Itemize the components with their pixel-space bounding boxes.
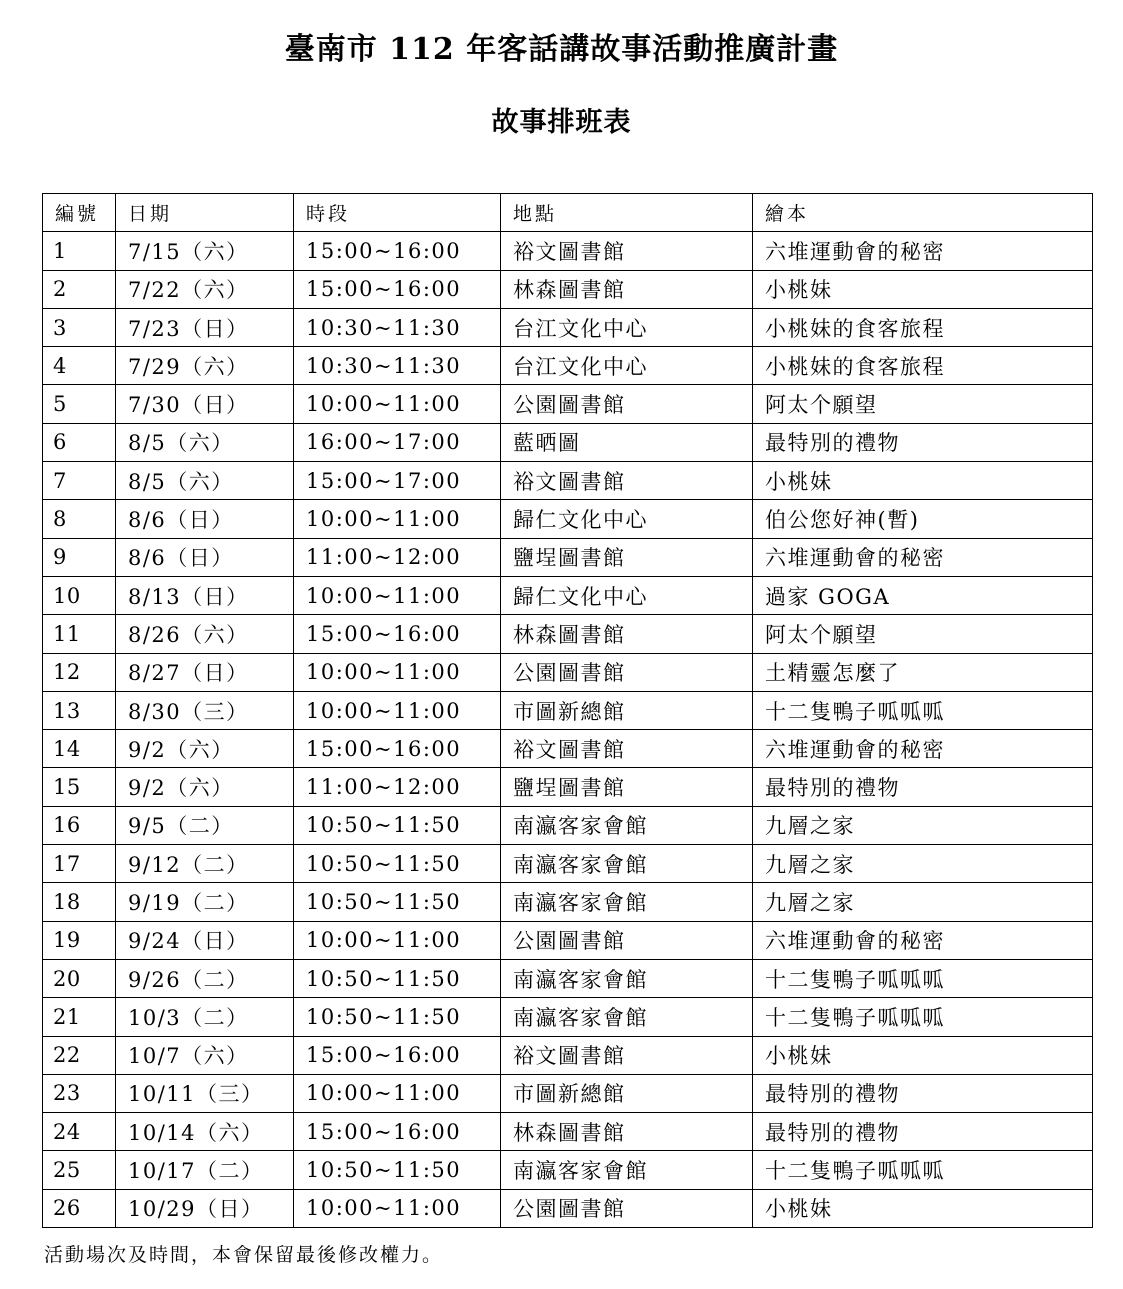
table-row: [43, 921, 1093, 959]
table-row: [43, 1151, 1093, 1189]
table-row: [43, 347, 1093, 385]
cell-picture-book: 小桃妹: [753, 1036, 1093, 1074]
cell-date: 9/19（二）: [116, 883, 294, 921]
cell-time: 10:50~11:50: [294, 1151, 501, 1189]
cell-time: 10:00~11:00: [294, 691, 501, 729]
table-row: [43, 576, 1093, 614]
header-picture-book: 繪本: [753, 194, 1093, 232]
cell-location: 台江文化中心: [501, 347, 753, 385]
cell-number: 12: [43, 653, 116, 691]
cell-date: 9/2（六）: [116, 768, 294, 806]
cell-location: 林森圖書館: [501, 615, 753, 653]
cell-number: 13: [43, 691, 116, 729]
table-row: [43, 653, 1093, 691]
cell-picture-book: 最特別的禮物: [753, 768, 1093, 806]
cell-date: 8/30（三）: [116, 691, 294, 729]
cell-number: 24: [43, 1113, 116, 1151]
cell-location: 歸仁文化中心: [501, 500, 753, 538]
cell-picture-book: 最特別的禮物: [753, 423, 1093, 461]
document-subtitle: 故事排班表: [491, 107, 632, 138]
cell-date: 8/5（六）: [116, 462, 294, 500]
cell-number: 14: [43, 730, 116, 768]
cell-location: 裕文圖書館: [501, 730, 753, 768]
cell-location: 公園圖書館: [501, 385, 753, 423]
cell-picture-book: 小桃妹: [753, 462, 1093, 500]
table-header-row: [43, 194, 1093, 232]
cell-time: 10:50~11:50: [294, 806, 501, 844]
cell-number: 19: [43, 921, 116, 959]
table-row: [43, 959, 1093, 997]
cell-time: 10:00~11:00: [294, 653, 501, 691]
cell-time: 10:00~11:00: [294, 1074, 501, 1112]
cell-picture-book: 十二隻鴨子呱呱呱: [753, 1151, 1093, 1189]
cell-number: 17: [43, 845, 116, 883]
cell-date: 8/6（日）: [116, 538, 294, 576]
cell-location: 台江文化中心: [501, 308, 753, 346]
cell-date: 8/13（日）: [116, 576, 294, 614]
cell-number: 9: [43, 538, 116, 576]
cell-picture-book: 十二隻鴨子呱呱呱: [753, 998, 1093, 1036]
cell-time: 15:00~16:00: [294, 1036, 501, 1074]
cell-number: 3: [43, 308, 116, 346]
cell-picture-book: 小桃妹的食客旅程: [753, 308, 1093, 346]
table-row: [43, 845, 1093, 883]
cell-date: 8/26（六）: [116, 615, 294, 653]
cell-date: 7/29（六）: [116, 347, 294, 385]
cell-date: 8/6（日）: [116, 500, 294, 538]
table-row: [43, 462, 1093, 500]
cell-date: 7/22（六）: [116, 270, 294, 308]
cell-picture-book: 九層之家: [753, 883, 1093, 921]
cell-time: 10:30~11:30: [294, 347, 501, 385]
cell-number: 8: [43, 500, 116, 538]
cell-location: 林森圖書館: [501, 270, 753, 308]
table-row: [43, 768, 1093, 806]
cell-number: 25: [43, 1151, 116, 1189]
cell-location: 南瀛客家會館: [501, 1151, 753, 1189]
table-row: [43, 806, 1093, 844]
cell-picture-book: 阿太个願望: [753, 615, 1093, 653]
cell-date: 10/7（六）: [116, 1036, 294, 1074]
cell-time: 10:00~11:00: [294, 576, 501, 614]
cell-time: 10:00~11:00: [294, 385, 501, 423]
cell-location: 南瀛客家會館: [501, 806, 753, 844]
cell-location: 南瀛客家會館: [501, 998, 753, 1036]
cell-number: 6: [43, 423, 116, 461]
header-location: 地點: [501, 194, 753, 232]
header-time: 時段: [294, 194, 501, 232]
cell-date: 7/23（日）: [116, 308, 294, 346]
cell-time: 10:00~11:00: [294, 1189, 501, 1227]
cell-picture-book: 小桃妹: [753, 270, 1093, 308]
cell-picture-book: 小桃妹: [753, 1189, 1093, 1227]
cell-date: 9/24（日）: [116, 921, 294, 959]
cell-date: 7/30（日）: [116, 385, 294, 423]
cell-number: 10: [43, 576, 116, 614]
header-number: 編號: [43, 194, 116, 232]
cell-picture-book: 六堆運動會的秘密: [753, 921, 1093, 959]
cell-picture-book: 阿太个願望: [753, 385, 1093, 423]
cell-time: 15:00~16:00: [294, 615, 501, 653]
cell-picture-book: 九層之家: [753, 845, 1093, 883]
cell-location: 公園圖書館: [501, 653, 753, 691]
cell-location: 裕文圖書館: [501, 232, 753, 270]
cell-picture-book: 九層之家: [753, 806, 1093, 844]
cell-location: 公園圖書館: [501, 1189, 753, 1227]
cell-time: 15:00~16:00: [294, 730, 501, 768]
cell-number: 5: [43, 385, 116, 423]
cell-time: 16:00~17:00: [294, 423, 501, 461]
cell-number: 2: [43, 270, 116, 308]
table-row: [43, 730, 1093, 768]
table-row: [43, 308, 1093, 346]
cell-location: 鹽埕圖書館: [501, 768, 753, 806]
cell-date: 8/5（六）: [116, 423, 294, 461]
header-date: 日期: [116, 194, 294, 232]
table-row: [43, 1113, 1093, 1151]
cell-location: 公園圖書館: [501, 921, 753, 959]
cell-location: 南瀛客家會館: [501, 845, 753, 883]
table-row: [43, 500, 1093, 538]
cell-location: 歸仁文化中心: [501, 576, 753, 614]
cell-picture-book: 過家 GOGA: [753, 576, 1093, 614]
cell-date: 7/15（六）: [116, 232, 294, 270]
cell-picture-book: 六堆運動會的秘密: [753, 730, 1093, 768]
table-row: [43, 538, 1093, 576]
cell-date: 10/14（六）: [116, 1113, 294, 1151]
cell-number: 22: [43, 1036, 116, 1074]
cell-picture-book: 十二隻鴨子呱呱呱: [753, 959, 1093, 997]
cell-time: 11:00~12:00: [294, 538, 501, 576]
schedule-table: [42, 193, 1093, 1228]
cell-time: 10:50~11:50: [294, 959, 501, 997]
cell-picture-book: 六堆運動會的秘密: [753, 538, 1093, 576]
cell-location: 市圖新總館: [501, 691, 753, 729]
footnote: 活動場次及時間，本會保留最後修改權力。: [44, 1244, 444, 1266]
cell-date: 10/3（二）: [116, 998, 294, 1036]
cell-number: 23: [43, 1074, 116, 1112]
cell-number: 26: [43, 1189, 116, 1227]
cell-picture-book: 最特別的禮物: [753, 1074, 1093, 1112]
cell-date: 10/29（日）: [116, 1189, 294, 1227]
cell-number: 18: [43, 883, 116, 921]
cell-time: 15:00~16:00: [294, 232, 501, 270]
cell-picture-book: 十二隻鴨子呱呱呱: [753, 691, 1093, 729]
cell-picture-book: 土精靈怎麼了: [753, 653, 1093, 691]
cell-number: 4: [43, 347, 116, 385]
table-row: [43, 423, 1093, 461]
cell-location: 南瀛客家會館: [501, 959, 753, 997]
cell-number: 20: [43, 959, 116, 997]
cell-date: 8/27（日）: [116, 653, 294, 691]
table-row: [43, 615, 1093, 653]
cell-date: 9/26（二）: [116, 959, 294, 997]
table-row: [43, 998, 1093, 1036]
cell-number: 16: [43, 806, 116, 844]
cell-location: 市圖新總館: [501, 1074, 753, 1112]
cell-location: 林森圖書館: [501, 1113, 753, 1151]
cell-time: 15:00~16:00: [294, 270, 501, 308]
cell-location: 南瀛客家會館: [501, 883, 753, 921]
cell-location: 藍晒圖: [501, 423, 753, 461]
cell-time: 10:30~11:30: [294, 308, 501, 346]
cell-location: 鹽埕圖書館: [501, 538, 753, 576]
table-row: [43, 1074, 1093, 1112]
cell-number: 7: [43, 462, 116, 500]
cell-time: 10:00~11:00: [294, 921, 501, 959]
cell-date: 9/12（二）: [116, 845, 294, 883]
cell-date: 10/11（三）: [116, 1074, 294, 1112]
cell-location: 裕文圖書館: [501, 1036, 753, 1074]
table-row: [43, 883, 1093, 921]
cell-picture-book: 伯公您好神(暫): [753, 500, 1093, 538]
cell-date: 10/17（二）: [116, 1151, 294, 1189]
cell-date: 9/5（二）: [116, 806, 294, 844]
table-row: [43, 1036, 1093, 1074]
cell-number: 21: [43, 998, 116, 1036]
table-body: [43, 232, 1093, 1228]
table-row: [43, 385, 1093, 423]
cell-time: 10:50~11:50: [294, 883, 501, 921]
table-row: [43, 691, 1093, 729]
cell-time: 10:50~11:50: [294, 845, 501, 883]
cell-time: 10:00~11:00: [294, 500, 501, 538]
cell-time: 11:00~12:00: [294, 768, 501, 806]
cell-picture-book: 六堆運動會的秘密: [753, 232, 1093, 270]
cell-location: 裕文圖書館: [501, 462, 753, 500]
table-row: [43, 1189, 1093, 1227]
document-title: 臺南市 112 年客話講故事活動推廣計畫: [284, 32, 839, 67]
cell-number: 1: [43, 232, 116, 270]
table-row: [43, 232, 1093, 270]
table-row: [43, 270, 1093, 308]
cell-time: 15:00~16:00: [294, 1113, 501, 1151]
cell-time: 10:50~11:50: [294, 998, 501, 1036]
cell-number: 15: [43, 768, 116, 806]
cell-time: 15:00~17:00: [294, 462, 501, 500]
cell-date: 9/2（六）: [116, 730, 294, 768]
cell-picture-book: 最特別的禮物: [753, 1113, 1093, 1151]
cell-picture-book: 小桃妹的食客旅程: [753, 347, 1093, 385]
cell-number: 11: [43, 615, 116, 653]
